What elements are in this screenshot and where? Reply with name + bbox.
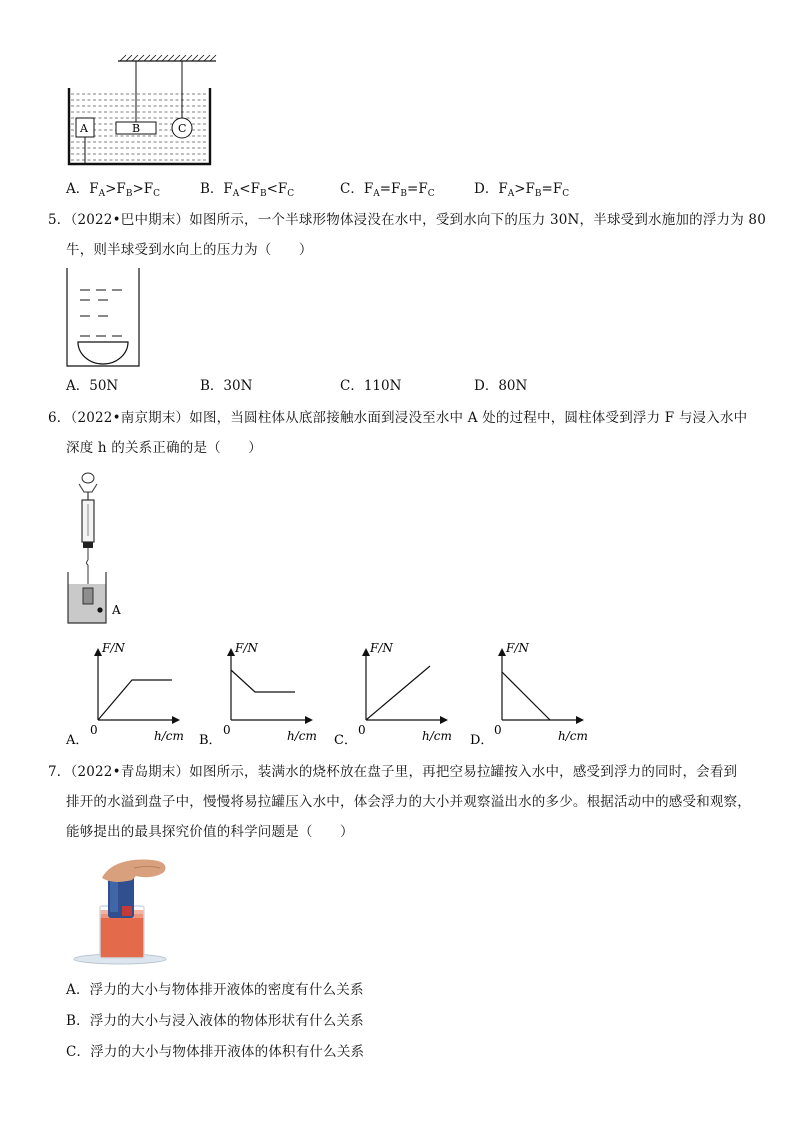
q6-apparatus bbox=[64, 470, 134, 626]
q7-option-c: C．浮力的大小与物体排开液体的体积有什么关系 bbox=[66, 1044, 365, 1060]
q6-graph-c bbox=[334, 641, 452, 748]
q6-graphs bbox=[62, 636, 602, 748]
x-axis-label: h/cm bbox=[287, 729, 317, 743]
x-axis-label: h/cm bbox=[422, 729, 452, 743]
q5-figure bbox=[64, 266, 144, 370]
q6-stem-line1: 6．（2022•南京期末）如图，当圆柱体从底部接触水面到浸没至水中 A 处的过程中，圆柱体受到浮力 F 与浸入水中 bbox=[48, 410, 748, 426]
y-axis-label: F/N bbox=[102, 641, 125, 655]
q4-label-a: A bbox=[80, 122, 88, 135]
y-axis-arrow bbox=[227, 648, 235, 656]
q4-option-c: C．$F_A=F_B=F_C$ bbox=[340, 181, 435, 199]
q4-label-c: C bbox=[178, 122, 187, 135]
q5-option-d: D．80N bbox=[474, 378, 528, 394]
x-axis-label: h/cm bbox=[558, 729, 588, 743]
graph-curve bbox=[98, 680, 172, 720]
x-axis-arrow bbox=[172, 716, 180, 724]
y-axis-label: F/N bbox=[506, 641, 529, 655]
q4-figure bbox=[60, 50, 230, 170]
q6-graph-d bbox=[470, 641, 588, 748]
q5-option-c: C．110N bbox=[340, 378, 402, 394]
q4-option-b: B．$F_A<F_B<F_C$ bbox=[200, 181, 295, 199]
graph-curve bbox=[231, 670, 295, 692]
q6-stem-line2: 深度 h 的关系正确的是（ ） bbox=[66, 440, 262, 456]
q4-option-a: A．$F_A>F_B>F_C$ bbox=[66, 181, 161, 199]
graph-option-letter: C． bbox=[334, 733, 357, 748]
graph-curve bbox=[366, 666, 430, 720]
q6-graph-a bbox=[65, 641, 184, 748]
graph-option-letter: B． bbox=[199, 733, 222, 748]
q6-graph-options bbox=[62, 636, 602, 748]
graph-curve bbox=[502, 672, 550, 720]
q6-point-a-label: A bbox=[112, 603, 121, 617]
origin-label: 0 bbox=[358, 723, 366, 737]
graph-option-letter: D． bbox=[470, 733, 494, 748]
y-axis-arrow bbox=[94, 648, 102, 656]
q7-stem-line1: 7．（2022•青岛期末）如图所示，装满水的烧杯放在盘子里，再把空易拉罐按入水中，感受到浮力的同时，会看到 bbox=[48, 764, 738, 780]
y-axis-label: F/N bbox=[370, 641, 393, 655]
q6-graph-b bbox=[199, 641, 317, 748]
origin-label: 0 bbox=[494, 723, 502, 737]
q5-stem-line1: 5．（2022•巴中期末）如图所示，一个半球形物体浸没在水中，受到水向下的压力 30N，半球受到水施加的浮力为 80 bbox=[48, 212, 767, 228]
q7-stem-line2: 排开的水溢到盘子中，慢慢将易拉罐压入水中，体会浮力的大小并观察溢出水的多少。根据活动中的感受和观察， bbox=[66, 794, 751, 810]
y-axis-arrow bbox=[362, 648, 370, 656]
q4-label-b: B bbox=[132, 122, 141, 135]
origin-label: 0 bbox=[90, 723, 98, 737]
q7-stem-line3: 能够提出的最具探究价值的科学问题是（ ） bbox=[66, 824, 354, 840]
q4-option-d: D．$F_A>F_B=F_C$ bbox=[474, 181, 570, 199]
y-axis-arrow bbox=[498, 648, 506, 656]
x-axis-arrow bbox=[576, 716, 584, 724]
q5-option-b: B．30N bbox=[200, 378, 253, 394]
q5-option-a: A．50N bbox=[66, 378, 119, 394]
q7-option-b: B．浮力的大小与浸入液体的物体形状有什么关系 bbox=[66, 1013, 364, 1029]
graph-option-letter: A． bbox=[66, 733, 89, 748]
x-axis-label: h/cm bbox=[154, 729, 184, 743]
q5-stem-line2: 牛，则半球受到水向上的压力为（ ） bbox=[66, 242, 313, 258]
y-axis-label: F/N bbox=[235, 641, 258, 655]
q7-photo bbox=[72, 852, 170, 966]
origin-label: 0 bbox=[223, 723, 231, 737]
x-axis-arrow bbox=[305, 716, 313, 724]
q7-option-a: A．浮力的大小与物体排开液体的密度有什么关系 bbox=[66, 982, 364, 998]
x-axis-arrow bbox=[440, 716, 448, 724]
